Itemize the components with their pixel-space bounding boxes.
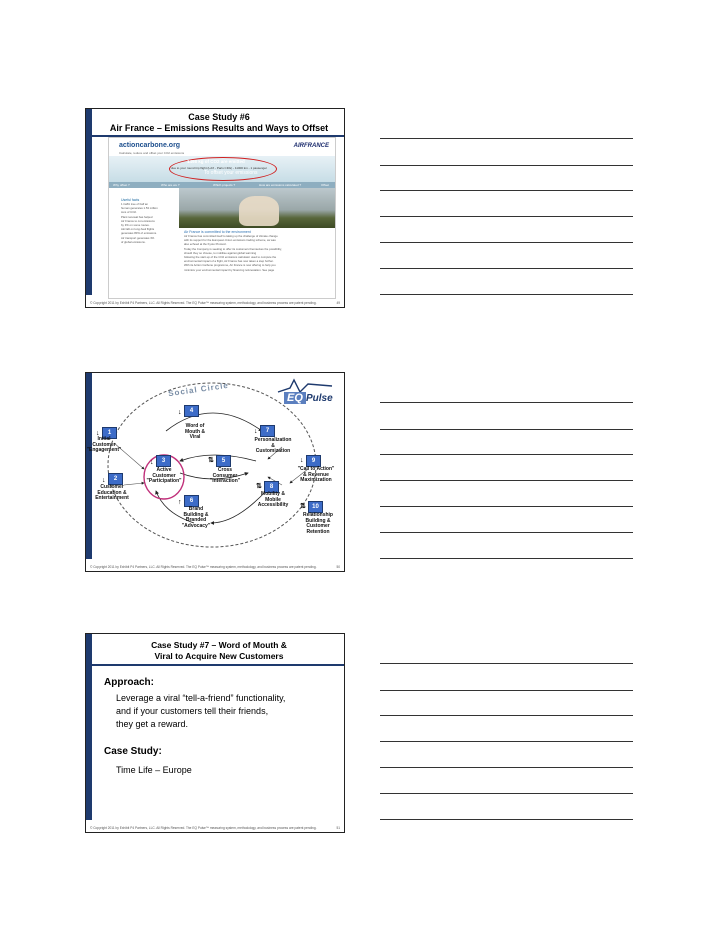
- fact-line: Air France to cut emissions: [121, 218, 155, 223]
- node-9-badge: 9: [306, 455, 321, 467]
- slide-3: [85, 633, 345, 833]
- page-number: 51: [336, 826, 340, 830]
- copyright-text: © Copyright 2011 by Exhibit P4 Partners, LLC. All Rights Reserved. The EQ Pulse™ measuring system, methodology, and business process are patent pending.: [90, 826, 317, 830]
- note-line: [380, 558, 633, 559]
- site-tagline: Calculate, reduce and offset your CO2 emissions: [119, 151, 185, 155]
- note-line: [380, 165, 633, 166]
- note-line: [380, 454, 633, 455]
- eq-logo-text: EQ: [284, 392, 306, 404]
- eq-pulse-logo: [276, 378, 336, 412]
- fact-line: Aircraft on long-haul flights: [121, 227, 155, 232]
- slide-footer: [90, 301, 340, 305]
- note-line: [380, 532, 633, 533]
- node-8-badge: 8: [264, 481, 279, 493]
- fact-line: Air transport generates 3%: [121, 235, 155, 240]
- approach-heading: Approach:: [104, 677, 154, 688]
- node-2-label: Customer Education & Entertainment: [95, 484, 129, 502]
- case-study-heading: Case Study:: [104, 746, 162, 757]
- node-10-badge: 10: [308, 501, 323, 513]
- page-number: 50: [336, 565, 340, 569]
- down-arrow-icon: ↓: [254, 428, 258, 435]
- down-arrow-icon: ↓: [178, 409, 182, 416]
- commitment-heading: Air France is committed to the environment: [184, 230, 251, 234]
- body-line: Air France has committed itself to taking up the challenge of climate change: [184, 234, 278, 238]
- fact-line: 1 traffic tree of half an: [121, 202, 149, 206]
- node-4-badge: 4: [184, 405, 199, 417]
- approach-line-1: Leverage a viral “tell-a-friend” functionality,: [116, 693, 286, 703]
- note-line: [380, 242, 633, 243]
- note-line: [380, 402, 633, 403]
- case-study-text: Time Life – Europe: [116, 765, 192, 775]
- note-line: [380, 480, 633, 481]
- nav-item: Which projects ?: [213, 182, 236, 187]
- nav-item: Why offset ?: [113, 182, 130, 187]
- node-1-label: Initial Customer "Engagement": [86, 436, 122, 454]
- approach-line-2: and if your customers tell their friends,: [116, 706, 269, 716]
- body-line: environmental impact of a flight, Air France has now taken a step further.: [184, 259, 274, 264]
- note-line: [380, 741, 633, 742]
- commitment-text: [184, 230, 330, 272]
- note-line: [380, 819, 633, 820]
- airfrance-logo: AIRFRANCE: [293, 143, 329, 149]
- up-arrow-icon: ↑: [178, 499, 182, 506]
- nav-item: Who are we ?: [161, 182, 180, 187]
- title-rule: [92, 664, 344, 666]
- node-6-badge: 6: [184, 495, 199, 507]
- fact-line: tons of CO2.: [121, 210, 137, 215]
- node-7-badge: 7: [260, 425, 275, 437]
- copyright-text: © Copyright 2011 by Exhibit P4 Partners, LLC. All Rights Reserved. The EQ Pulse™ measuring system, methodology, and business process are patent pending.: [90, 565, 317, 569]
- slide-2: [85, 372, 345, 572]
- node-7-label: Personalization & Customization: [254, 437, 292, 455]
- down-arrow-icon: ↓: [300, 457, 304, 464]
- node-5-badge: 5: [216, 455, 231, 467]
- node-10-label: Relationship Building & Customer Retention: [302, 512, 333, 535]
- note-line: [380, 690, 633, 691]
- actioncarbone-logo: actioncarbone.org: [119, 142, 181, 149]
- body-line: with its support for the European Union emissions trading scheme, as was: [184, 238, 276, 243]
- node-1-badge: 1: [102, 427, 117, 439]
- body-line: Today the Company is seeking to offer its customers themselves the possibility,: [184, 246, 282, 251]
- fact-line: human generates 1.53 million: [121, 206, 158, 211]
- nav-item: How are emissions calculated ?: [259, 182, 302, 187]
- note-line: [380, 506, 633, 507]
- slide-1: [85, 108, 345, 308]
- note-line: [380, 793, 633, 794]
- note-line: [380, 216, 633, 217]
- slide-title: [96, 640, 342, 661]
- title-line-1: Case Study #6: [188, 112, 250, 122]
- body-line: should they so choose, to mobilise against global warming: [184, 250, 257, 255]
- node-3-label: Active Customer "Participation": [146, 467, 182, 485]
- title-line-2: Air France – Emissions Results and Ways to Offset: [109, 123, 329, 133]
- node-5-label: Cross Consumer "Interaction": [209, 467, 241, 485]
- node-2-badge: 2: [108, 473, 123, 485]
- fact-line: by 3% on some routes.: [121, 223, 150, 228]
- down-arrow-icon: ↓: [150, 459, 154, 466]
- note-line: [380, 268, 633, 269]
- body-line: also echoed at the Kyoto Protocol.: [184, 242, 227, 247]
- title-line-2: Viral to Acquire New Customers: [154, 650, 284, 661]
- node-4-label: Word of Mouth & Viral: [185, 423, 205, 441]
- approach-line-3: they get a reward.: [116, 719, 189, 729]
- down-arrow-icon: ↓: [102, 477, 106, 484]
- note-line: [380, 190, 633, 191]
- co2-headline: 1498 kg of CO2 are emitted: [187, 159, 245, 164]
- pulse-logo-text: Pulse: [306, 393, 333, 404]
- nav-item: Offset: [321, 182, 329, 187]
- up-down-arrow-icon: ⇅: [256, 483, 262, 490]
- hands-image: [239, 196, 279, 226]
- social-circle-label: Social Circle: [167, 380, 230, 399]
- body-line: following the start-up of the CO2 emissions calculator used to compute the: [184, 255, 277, 260]
- title-line-1: Case Study #7 – Word of Mouth &: [151, 640, 287, 650]
- website-screenshot: [108, 137, 336, 299]
- note-line: [380, 138, 633, 139]
- note-line: [380, 767, 633, 768]
- fact-line: Plant renewal has helped: [121, 214, 153, 219]
- note-line: [380, 294, 633, 295]
- slide-footer: [90, 565, 340, 569]
- fact-line: generates 80% of emissions.: [121, 231, 157, 236]
- slide-accent-bar: [86, 634, 92, 820]
- fact-line: of global emissions.: [121, 239, 146, 244]
- note-line: [380, 663, 633, 664]
- node-3-badge: 3: [156, 455, 171, 467]
- slide-title: [96, 112, 342, 134]
- useful-facts: [121, 198, 169, 292]
- body-line: minimize your environmental impact by financing reforestation. See page: [184, 267, 275, 272]
- node-6-label: Brand Building & Branded "Advocacy": [181, 506, 211, 529]
- up-down-arrow-icon: ⇅: [300, 503, 306, 510]
- useful-facts-heading: Useful facts: [121, 198, 140, 202]
- up-down-arrow-icon: ⇅: [208, 457, 214, 464]
- node-9-label: "Call to Action" & Revenue Maximization: [297, 466, 335, 484]
- page-number: 49: [336, 301, 340, 305]
- down-arrow-icon: ↓: [96, 430, 100, 437]
- flight-info: due to your round trip flight (LAX - Paris CDG) - 11000 km - 1 passenger: [171, 166, 267, 170]
- note-line: [380, 715, 633, 716]
- note-line: [380, 429, 633, 430]
- node-8-label: Mobility & Mobile Accessibility: [257, 491, 289, 509]
- offset-cta: To offset your emissions: [204, 170, 258, 176]
- copyright-text: © Copyright 2011 by Exhibit P4 Partners, LLC. All Rights Reserved. The EQ Pulse™ measuring system, methodology, and business process are patent pending.: [90, 301, 317, 305]
- slide-footer: [90, 826, 340, 830]
- body-line: With its Action Carbone programme, Air France is now offering to help you: [184, 263, 276, 268]
